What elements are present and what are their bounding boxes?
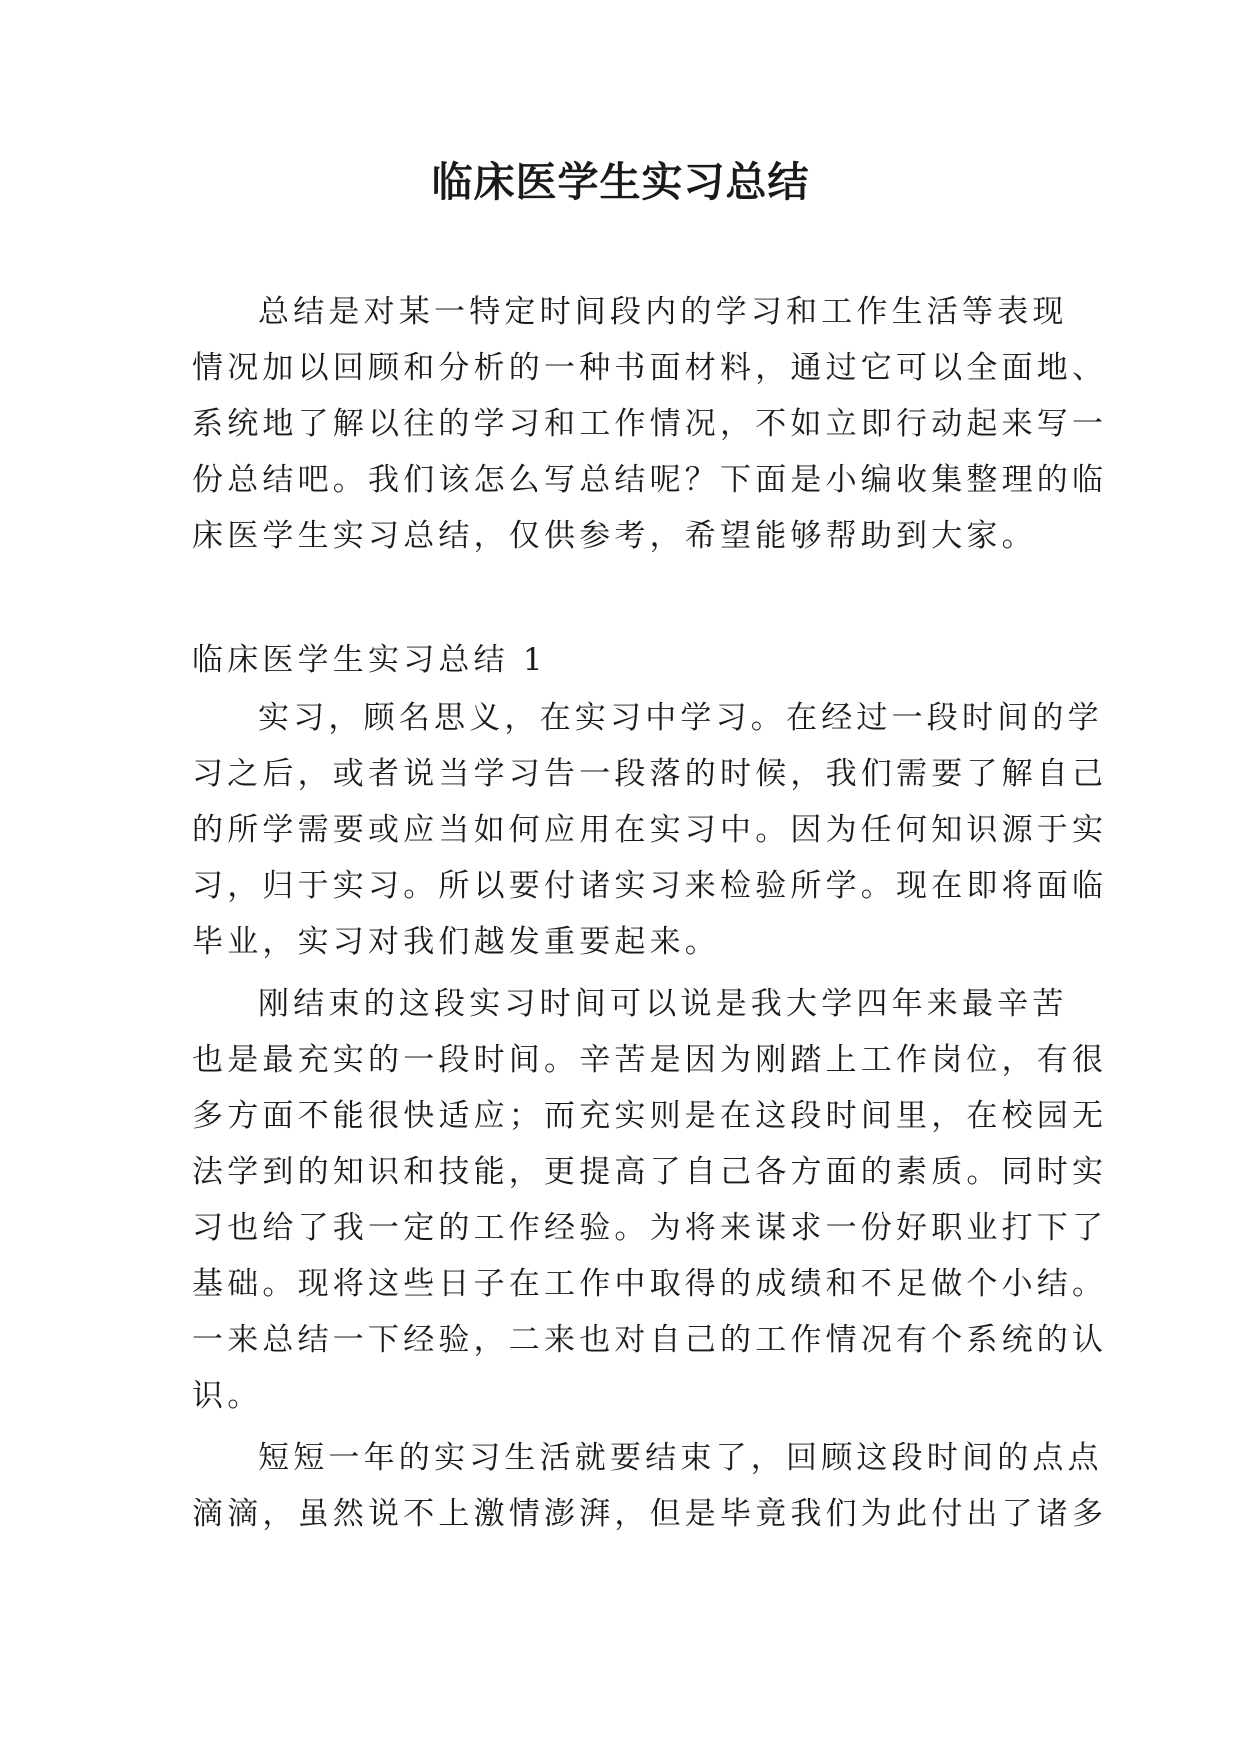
- paragraph-line: 也是最充实的一段时间。辛苦是因为刚踏上工作岗位，有很: [192, 1042, 1108, 1078]
- paragraph-line: 毕业，实习对我们越发重要起来。: [192, 924, 720, 960]
- section-heading: 临床医学生实习总结 1: [192, 642, 547, 678]
- intro-line: 系统地了解以往的学习和工作情况，不如立即行动起来写一: [192, 406, 1108, 442]
- paragraph-line: 习，归于实习。所以要付诸实习来检验所学。现在即将面临: [192, 868, 1108, 904]
- intro-line: 情况加以回顾和分析的一种书面材料，通过它可以全面地、: [192, 350, 1108, 386]
- paragraph-line: 法学到的知识和技能，更提高了自己各方面的素质。同时实: [192, 1154, 1108, 1190]
- paragraph-line: 短短一年的实习生活就要结束了，回顾这段时间的点点: [258, 1440, 1103, 1476]
- paragraph-line: 一来总结一下经验，二来也对自己的工作情况有个系统的认: [192, 1322, 1108, 1358]
- intro-line: 份总结吧。我们该怎么写总结呢？下面是小编收集整理的临: [192, 462, 1108, 498]
- paragraph-line: 刚结束的这段实习时间可以说是我大学四年来最辛苦: [258, 986, 1068, 1022]
- page-title: 临床医学生实习总结: [431, 158, 810, 206]
- paragraph-line: 基础。现将这些日子在工作中取得的成绩和不足做个小结。: [192, 1266, 1108, 1302]
- intro-line: 总结是对某一特定时间段内的学习和工作生活等表现: [258, 294, 1068, 330]
- paragraph-line: 习之后，或者说当学习告一段落的时候，我们需要了解自己: [192, 756, 1108, 792]
- paragraph-line: 的所学需要或应当如何应用在实习中。因为任何知识源于实: [192, 812, 1108, 848]
- paragraph-line: 多方面不能很快适应；而充实则是在这段时间里，在校园无: [192, 1098, 1108, 1134]
- paragraph-line: 滴滴，虽然说不上激情澎湃，但是毕竟我们为此付出了诸多: [192, 1496, 1108, 1532]
- paragraph-line: 习也给了我一定的工作经验。为将来谋求一份好职业打下了: [192, 1210, 1108, 1246]
- paragraph-line: 识。: [192, 1378, 263, 1414]
- intro-line: 床医学生实习总结，仅供参考，希望能够帮助到大家。: [192, 518, 1037, 554]
- paragraph-line: 实习，顾名思义，在实习中学习。在经过一段时间的学: [258, 700, 1103, 736]
